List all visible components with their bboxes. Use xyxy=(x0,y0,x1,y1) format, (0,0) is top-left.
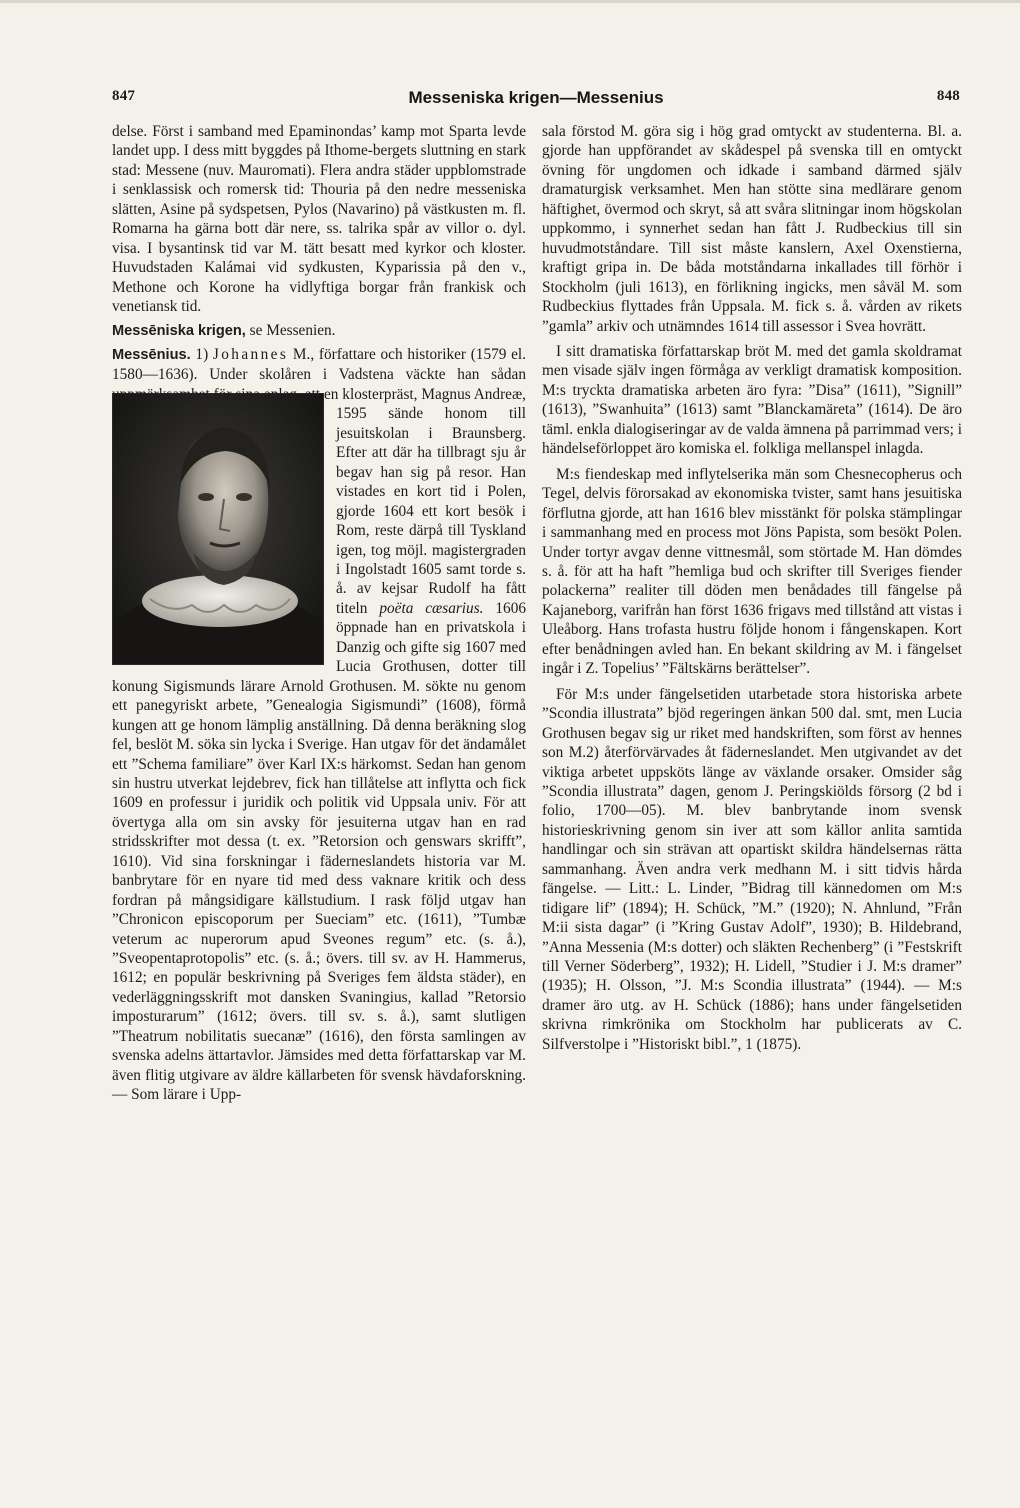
portrait-image xyxy=(112,393,324,665)
entry-text-part-2: 1606 öppnade han en privatskola i Danzig och gifte sig 1607 med Lucia Grothusen, dotter till konung Sigismunds lärare Arnold Grothusen. M. sökte nu genom ett panegyriskt arbete, ”Genealogia Sigismundi” (1608), förmå kungen att ge honom lämplig anställning. Då denna beräkning slog fel, beslöt M. söka sin lycka i Sverige. Han utgav för det ändamålet ett ”Schema familiare” över Karl IX:s härkomst. Sedan han genom sin hustru utverkat lejdebrev, fick han tillåtelse att inflytta och fick 1609 en professur i juridik och politik vid Uppsala univ. För att övertyga alla om sin avsky för jesuiterna utgav han en rad stridsskrifter mot dessa (t. ex. ”Retorsion och genswars skrifft”, 1610). Vid sina forskningar i fäderneslandets historia var M. banbrytare för en nyare tid med dess vaknare kritik och dess fordran på mångsidigare källstudium. I rask följd utgav han ”Chronicon episcoporum per Sueciam” etc. (1611), ”Tumbæ veterum ac nuperorum apud Sveones regum” etc. (s. å.), ”Sveopentaprotopolis” etc. (s. å.; övers. till sv. av H. Hammerus, 1612; en populär beskrivning på Sveriges fem äldsta städer), en vederläggningsskrift mot dansken Svaningius, kallad ”Retorsio imposturarum” (1612; övers. till sv. s. å.), samt slutligen ”Theatrum nobilitatis suecanæ” (1616), den första samlingen av svenska adelns ättartavlor. Jämsides med detta författarskap var M. även flitig utgivare av äldre källarbeten för svensk hävdaforskning. — Som lärare i Upp- xyxy=(112,599,526,1104)
portrait-drawing xyxy=(112,393,324,665)
drama-paragraph: I sitt dramatiska författarskap bröt M. med det gamla skoldramat men visade själv ingen förmåga av verkligt dramatisk komposition. M:s tryckta dramatiska arbeten äro fyra: ”Disa” (1611), ”Signill” (1613), ”Swanhuita” (1613) samt ”Blanckamäreta” (1614). De äro täml. enkla dialogiseringar av de valda ämnena på parrimmad vers; i händelseförloppet äro komiska el. folkliga mellanspel inlagda. xyxy=(542,342,962,458)
entry-messenius xyxy=(112,345,526,1105)
entry-text-part-1: M., författare och historiker (1579 el. 1580—1636). Under skolåren i Vadstena väckte han sådan uppmärksamhet för xyxy=(112,345,526,403)
scondia-literature-paragraph: För M:s under fängelsetiden utarbetade stora historiska arbete ”Scondia illustrata” bjöd regeringen änkan 500 dal. smt, men Lucia Grothusen begav sig ur riket med handskriften, som först av hennes son M.2) återförvärvades åt fäderneslandet. Men utgivandet av det viktiga arbetet uppsköts länge av växlande orsaker. Omsider såg ”Scondia illustrata” dagen, genom J. Peringskiölds försorg (2 bd i folio, 1700—05). M. blev banbrytande inom svensk historieskrivning genom sin iver att som källor anlita samtida handlingar och sin strävan att opartiskt skildra händelsernas rätta sammanhang. Även andra verk medhann M. i sitt tidvis hårda fängelse. — Litt.: L. Linder, ”Bidrag till kännedomen om M:s tidigare lif” (1894); H. Schück, ”M.” (1920); N. Ahnlund, ”Från M:ii sista dagar” (i ”Kring Gustav Adolf”, 1930); B. Hildebrand, ”Anna Messenia (M:s dotter) och släkten Rechenberg” (i ”Festskrift till Verner Söderberg”, 1932); H. Lidell, ”Studier i J. M:s dramer” (1935); H. Olsson, ”J. M:s Scondia illustrata” (1944). — M:s dramer äro utg. av H. Schück (1886); hans under fängelsetiden skrivna rimkrönika om Stockholm har publicerats av C. Silfverstolpe i ”Historiskt bibl.”, 1 (1875). xyxy=(542,685,962,1053)
uppsala-paragraph: sala förstod M. göra sig i hög grad omtyckt av studenterna. Bl. a. gjorde han uppförandet av skådespel på svenska till en omtyckt övning för ungdomen och idkade i samband därmed själv dramaturgisk verksamhet. Men han stötte sina medlärare genom häftighet, övermod och skryt, så att svåra slitningar inom högskolan uppkommo, i synnerhet sedan han fått J. Rudbeckius till sin huvudmotståndare. Till sist måste kanslern, Axel Oxenstierna, kraftigt gripa in. De båda motståndarna inkallades till förhör i Stockholm (juli 1613), en förlikning ingicks, men såväl M. som Rudbeckius flyttades från Uppsala. M. fick s. å. vården av rikets ”gamla” arkiv och utnämndes 1614 till assessor i Svea hovrätt. xyxy=(542,123,962,335)
entry-messeniska-krigen xyxy=(112,321,526,341)
latin-title-italic: poëta cæsarius. xyxy=(379,599,484,617)
cross-reference-text: se Messenien. xyxy=(245,321,336,339)
headword-messeniska-krigen: Messēniska krigen, xyxy=(112,322,246,339)
entry-text-part-1b: sina anlag, att en klosterpräst, Magnus Andreæ, 1595 sände honom till jesuitskolan i Braunsberg. Efter att där ha tillbragt sju år begav han sig på resor. Han vistades en kort tid i Polen, gjorde 1604 ett kort besök i Rom, reste därpå till Tyskland igen, tog möjl. magistergraden i Ingolstadt 1605 samt torde s. å. av kejsar Rudolf ha fått titeln xyxy=(235,385,526,617)
page-number-left: 847 xyxy=(112,88,136,104)
left-column xyxy=(112,122,526,1105)
page-number-right: 848 xyxy=(936,88,960,104)
headword-messenius: Messēnius. xyxy=(112,346,191,363)
running-header xyxy=(112,88,960,112)
messenien-continuation-paragraph: delse. Först i samband med Epaminondas’ kamp mot Sparta levde landet upp. I dess mitt byggdes på Ithome-bergets sluttning en stark stad: Messene (nuv. Mauromati). Flera andra städer uppblomstrade i senklassisk och romersk tid: Thouria på den nedre messeniska slätten, Asine på sydspetsen, Pylos (Navarino) på västkusten m. fl. Romarna ha gärna bott där nere, ss. talrika spår av villor o. dyl. visa. I bysantinsk tid var M. tätt besatt med kyrkor och kloster. Huvudstaden Kalámai vid sydkusten, Kyparissia på den v., Methone och Korone ha vidlyftiga borgar från frankisk och venetiansk tid. xyxy=(112,123,526,316)
person-name-spaced: Johannes xyxy=(212,345,289,363)
entry-number: 1) xyxy=(190,345,213,363)
running-title: Messeniska krigen—Messenius xyxy=(408,88,664,107)
page-top-edge xyxy=(0,0,1020,3)
imprisonment-paragraph: M:s fiendeskap med inflytelserika män som Chesnecopherus och Tegel, delvis förorsakad av ekonomiska tvister, samt hans jesuitiska förflutna gjorde, att han 1616 blev misstänkt för polska stämplingar i sammanhang med en process mot Jöns Papista, som besökt Polen. Under tortyr avgav denne vittnesmål, som störtade M. Han dömdes s. å. för att ha haft ”hemliga bud och skrifter till Sveriges fiender polackerna” realiter till döden men benådades till fängelse på Kajaneborg, varifrån han först 1636 frigavs med tillstånd att vistas i Uleåborg. Hans trofasta hustru följde honom i fångenskapen. Kort efter benådningen avled han. En bekant skildring av M. i fängelset ingår i Z. Topelius’ ”Fältskärns berättelser”. xyxy=(542,465,962,678)
right-column xyxy=(542,122,962,1054)
